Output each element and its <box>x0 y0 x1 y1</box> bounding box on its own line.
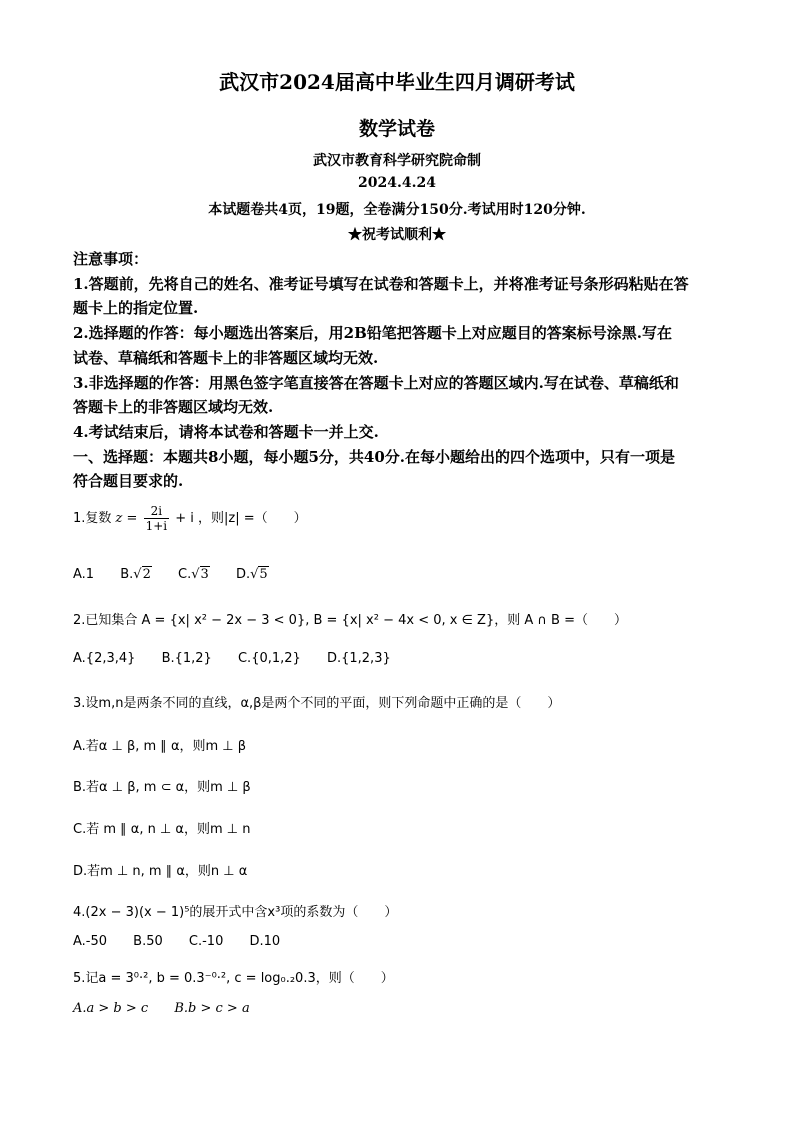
question-3-option-a: A.若α ⊥ β, m ∥ α，则m ⊥ β <box>73 739 247 754</box>
note-line: 4.考试结束后，请将本试卷和答题卡一并上交. <box>73 423 379 441</box>
question-5-stem: 5.记a = 3⁰·², b = 0.3⁻⁰·², c = log₀.₂0.3，则（ ） <box>73 971 394 986</box>
option-a: A.a > b > c <box>73 1001 149 1016</box>
note-line: 试卷、草稿纸和答题卡上的非答题区域均无效. <box>73 349 379 367</box>
question-1-options <box>73 567 291 582</box>
option-c: C.-10 <box>188 934 224 949</box>
note-line: 2.选择题的作答：每小题选出答案后，用2B铅笔把答题卡上对应题目的答案标号涂黑.写在 <box>73 324 673 342</box>
exam-date: 2024.4.24 <box>358 175 436 191</box>
option-d: D.10 <box>249 934 281 949</box>
option-b: B.{1,2} <box>161 651 212 666</box>
fraction: $\frac{2i}{1+i}$ <box>145 504 168 533</box>
page-title: 武汉市2024届高中毕业生四月调研考试 <box>219 70 575 94</box>
question-2-options <box>73 651 413 666</box>
question-3-option-b: B.若α ⊥ β, m ⊂ α，则m ⊥ β <box>73 780 251 795</box>
note-line: 题卡上的指定位置. <box>73 299 199 317</box>
option-a: A.1 <box>73 567 95 582</box>
good-luck-line: ★祝考试顺利★ <box>348 227 446 243</box>
question-3-option-d: D.若m ⊥ n, m ∥ α，则n ⊥ α <box>73 864 248 879</box>
option-c: C.√3 <box>178 567 209 582</box>
note-line: 答题卡上的非答题区域均无效. <box>73 398 274 416</box>
question-3-stem: 3.设m,n是两条不同的直线，α,β是两个不同的平面，则下列命题中正确的是（ ） <box>73 696 561 711</box>
subject-title: 数学试卷 <box>358 118 435 140</box>
note-line: 1.答题前，先将自己的姓名、准考证号填写在试卷和答题卡上，并将准考证号条形码粘贴在答 <box>73 275 689 293</box>
option-b: B.b > c > a <box>174 1001 250 1016</box>
exam-summary: 本试题卷共4页，19题，全卷满分150分.考试用时120分钟. <box>208 202 586 218</box>
question-5-options <box>73 1001 272 1016</box>
option-b: B.√2 <box>120 567 151 582</box>
option-b: B.50 <box>133 934 163 949</box>
issuer-line: 武汉市教育科学研究院命制 <box>313 153 481 169</box>
option-a: A.{2,3,4} <box>73 651 136 666</box>
question-4-stem: 4.(2x − 3)(x − 1)⁵的展开式中含x³项的系数为（ ） <box>73 905 398 920</box>
option-c: C.{0,1,2} <box>237 651 301 666</box>
question-4-options <box>73 934 302 949</box>
question-2-stem: 2.已知集合 A = {x| x² − 2x − 3 < 0}, B = {x| x² − 4x < 0, x ∈ Z}，则 A ∩ B =（ ） <box>73 613 627 628</box>
option-a: A.-50 <box>73 934 108 949</box>
question-1-stem: 1.复数 z = $\frac{2i}{1+i}$ + i ，则|z| =（ ） <box>73 504 307 533</box>
notes-heading: 注意事项： <box>73 250 149 268</box>
question-3-option-c: C.若 m ∥ α, n ⊥ α，则m ⊥ n <box>73 822 251 837</box>
note-line: 3.非选择题的作答：用黑色签字笔直接答在答题卡上对应的答题区域内.写在试卷、草稿纸和 <box>73 374 679 392</box>
section-heading-cont: 符合题目要求的. <box>73 472 184 490</box>
section-heading: 一、选择题：本题共8小题，每小题5分，共40分.在每小题给出的四个选项中，只有一项是 <box>73 448 675 466</box>
option-d: D.√5 <box>235 567 268 582</box>
option-d: D.{1,2,3} <box>326 651 391 666</box>
